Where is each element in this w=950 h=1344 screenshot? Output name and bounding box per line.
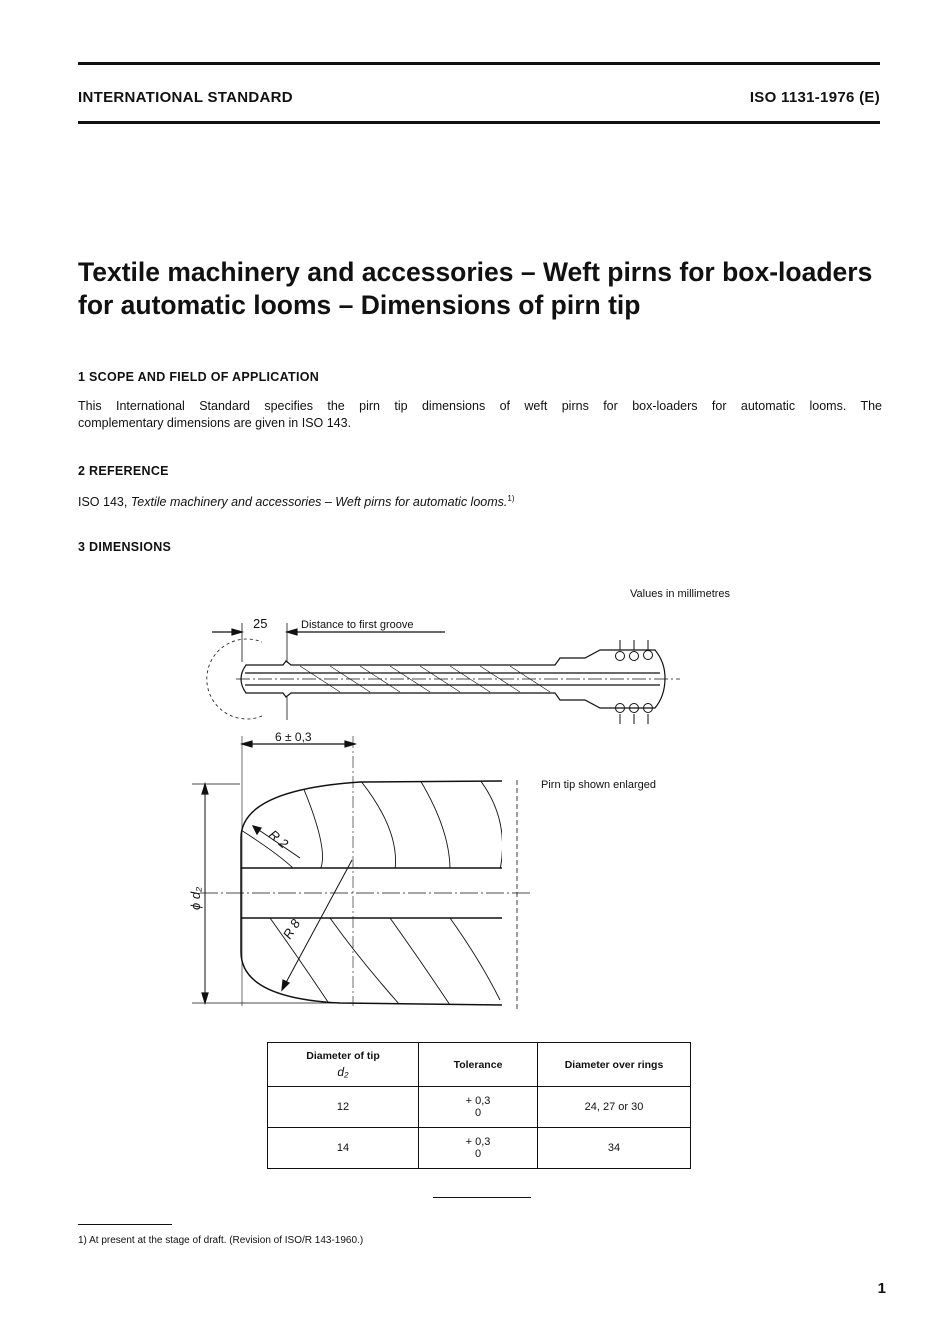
section-2-heading: 2 REFERENCE: [78, 464, 169, 478]
cell-tolerance: [419, 1087, 538, 1128]
units-note: Values in millimetres: [630, 588, 731, 600]
tol-upper: + 0,3: [465, 1095, 491, 1107]
table-header-row: [268, 1043, 691, 1087]
dimensions-table: [267, 1042, 691, 1169]
dim-6-label: 6 ± 0,3: [275, 730, 312, 744]
header-tolerance: Tolerance: [419, 1043, 538, 1087]
end-rule: [433, 1197, 531, 1198]
section-1-heading: 1 SCOPE AND FIELD OF APPLICATION: [78, 370, 320, 384]
header-tip-text: Diameter of tip: [306, 1050, 380, 1062]
page-number: 1: [877, 1280, 886, 1297]
scope-text-line-2: complementary dimensions are given in ISO 143.: [78, 416, 352, 430]
scope-text-line-1: This International Standard specifies the pirn tip dimensions of weft pirns for box-loaders for automatic looms. The: [78, 399, 882, 413]
header-standard-type: INTERNATIONAL STANDARD: [78, 89, 293, 106]
tol-lower: 0: [474, 1107, 482, 1119]
cell-rings: 24, 27 or 30: [538, 1087, 691, 1128]
header-tip-symbol: d₂: [337, 1065, 349, 1079]
cell-tip: 14: [268, 1128, 419, 1169]
r8-label: R 8: [279, 916, 304, 942]
tol-upper: + 0,3: [465, 1136, 491, 1148]
reference-title: Textile machinery and accessories – Weft pirns for automatic looms.: [130, 495, 508, 510]
cell-tip: 12: [268, 1087, 419, 1128]
diameter-label: ϕ d₂: [188, 886, 203, 910]
cell-tolerance: [419, 1128, 538, 1169]
r2-label: R 2: [266, 826, 292, 852]
cell-rings: 34: [538, 1128, 691, 1169]
table-row: [268, 1128, 691, 1169]
tol-lower: 0: [474, 1148, 482, 1160]
header-diameter-of-tip: [268, 1043, 419, 1087]
table-row: [268, 1087, 691, 1128]
reference-prefix: ISO 143,: [78, 495, 131, 510]
groove-label: Distance to first groove: [301, 619, 414, 631]
dim-25-label: 25: [253, 616, 268, 631]
header-standard-number: ISO 1131-1976 (E): [749, 89, 880, 106]
footnote-mark: 1): [507, 494, 515, 503]
footnote-rule: [78, 1224, 172, 1225]
footnote-text: 1) At present at the stage of draft. (Revision of ISO/R 143-1960.): [78, 1235, 364, 1246]
section-3-heading: 3 DIMENSIONS: [78, 540, 172, 554]
header-diameter-over-rings: Diameter over rings: [538, 1043, 691, 1087]
enlarged-label: Pirn tip shown enlarged: [541, 779, 656, 791]
ring-markers: [616, 640, 653, 724]
document-title: Textile machinery and accessories – Weft pirns for box-loaders for automatic looms – Dimensions of pirn tip: [78, 257, 873, 320]
